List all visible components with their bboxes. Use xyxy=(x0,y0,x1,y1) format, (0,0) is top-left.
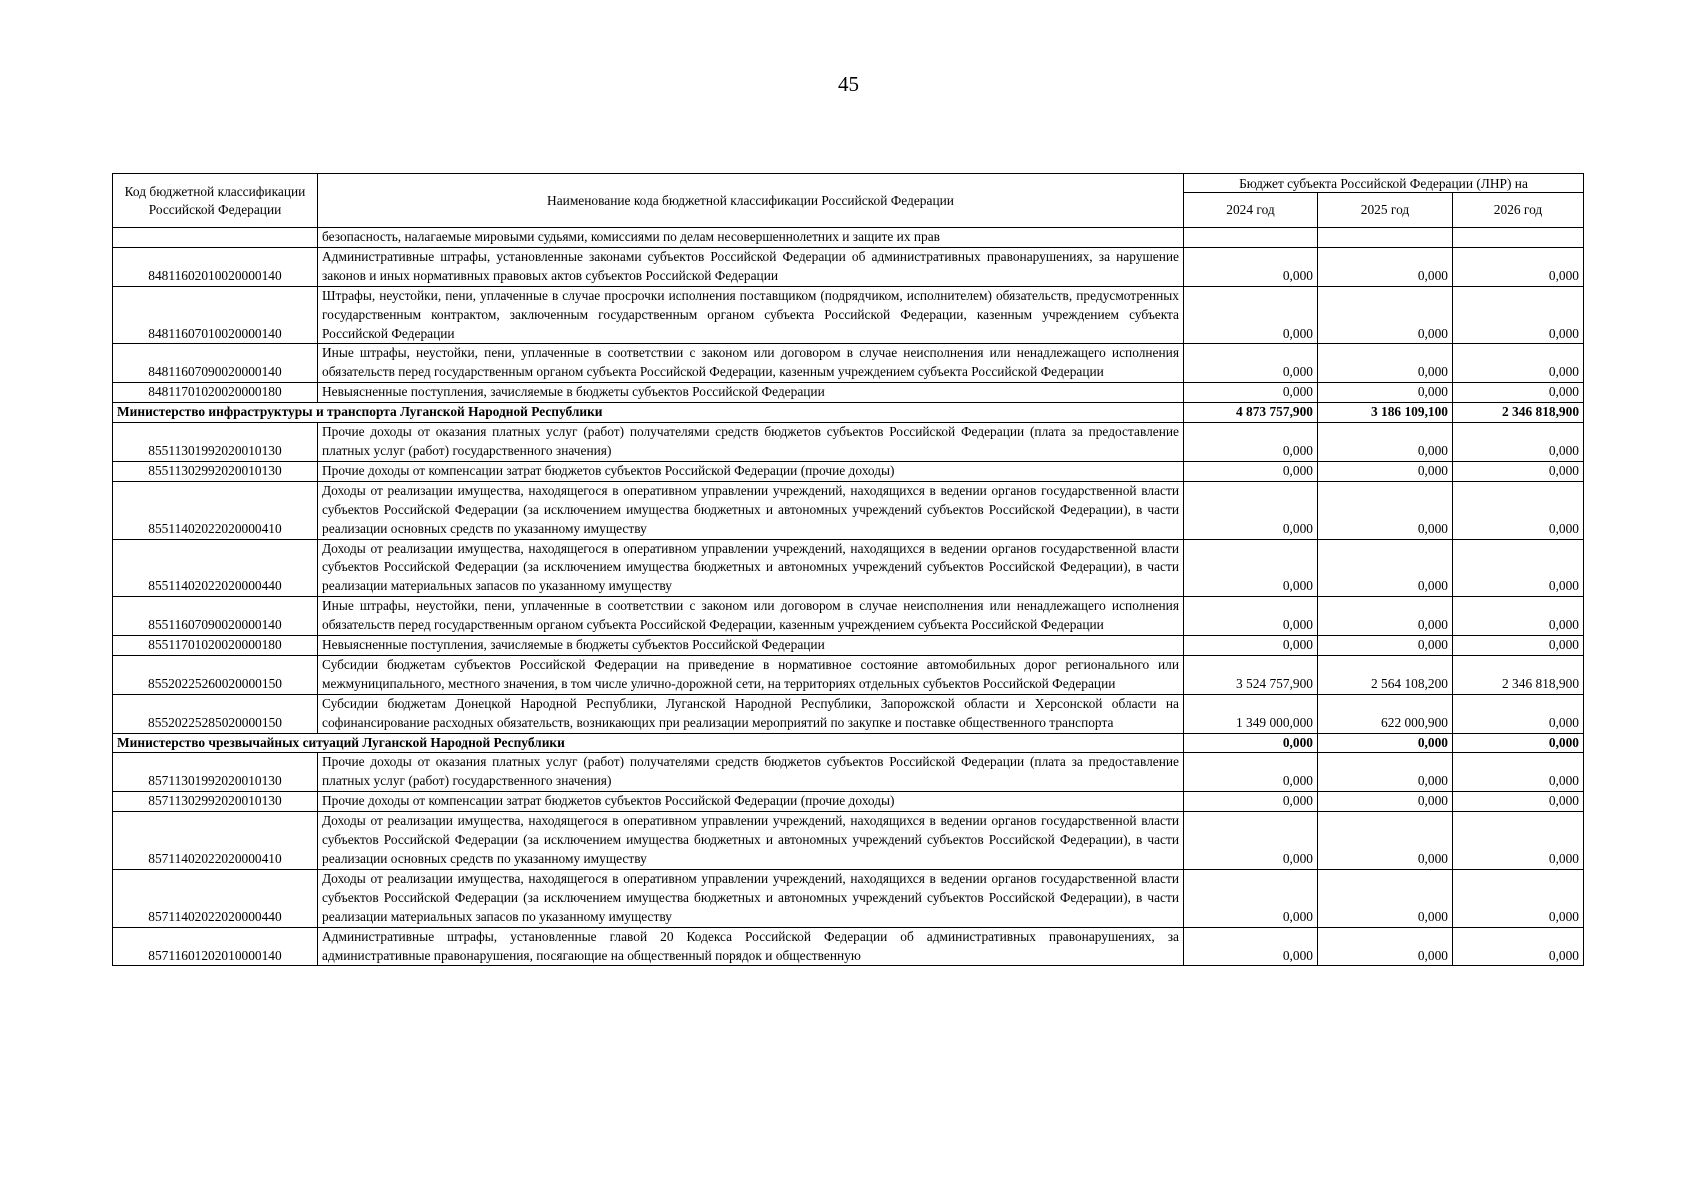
amount-2024-cell: 0,000 xyxy=(1184,423,1318,462)
code-name-cell: Иные штрафы, неустойки, пени, уплаченные в соответствии с законом или договором в случае неисполнения или ненадлежащего исполнения обязательств перед государственным органом субъекта Российской Федерации, казенным учреждением субъекта Российской Федерации xyxy=(318,597,1184,636)
table-body xyxy=(113,228,1584,966)
code-name-cell: Штрафы, неустойки, пени, уплаченные в случае просрочки исполнения поставщиком (подрядчиком, исполнителем) обязательств, предусмотренных государственным контрактом, заключенным государственным органом субъекта Российской Федерации, казенным учреждением субъекта Российской Федерации xyxy=(318,286,1184,344)
amount-2025-cell: 0,000 xyxy=(1318,344,1453,383)
table-header xyxy=(113,174,1584,228)
amount-2025-cell: 0,000 xyxy=(1318,423,1453,462)
amount-2025-cell: 0,000 xyxy=(1318,733,1453,753)
amount-2026-cell: 0,000 xyxy=(1453,247,1584,286)
budget-code-cell: 85711601202010000140 xyxy=(113,927,318,966)
ministry-row xyxy=(113,733,1584,753)
ministry-row xyxy=(113,403,1584,423)
amount-2026-cell: 0,000 xyxy=(1453,792,1584,812)
header-budget-group: Бюджет субъекта Российской Федерации (ЛНР) на xyxy=(1184,174,1584,193)
code-name-cell: Прочие доходы от компенсации затрат бюджетов субъектов Российской Федерации (прочие доходы) xyxy=(318,461,1184,481)
budget-code-cell: 85511302992020010130 xyxy=(113,461,318,481)
budget-revenue-table xyxy=(112,173,1584,966)
amount-2025-cell: 0,000 xyxy=(1318,636,1453,656)
header-year-2026: 2026 год xyxy=(1453,193,1584,228)
amount-2025-cell: 622 000,900 xyxy=(1318,694,1453,733)
header-code-column: Код бюджетной классификации Российской Федерации xyxy=(113,174,318,228)
code-name-cell: Административные штрафы, установленные главой 20 Кодекса Российской Федерации об административных правонарушениях, за административные правонарушения, посягающие на общественный порядок и общественную xyxy=(318,927,1184,966)
amount-2024-cell: 0,000 xyxy=(1184,927,1318,966)
amount-2026-cell: 0,000 xyxy=(1453,344,1584,383)
amount-2026-cell: 2 346 818,900 xyxy=(1453,655,1584,694)
budget-code-cell: 85511607090020000140 xyxy=(113,597,318,636)
table-row xyxy=(113,247,1584,286)
amount-2025-cell: 0,000 xyxy=(1318,383,1453,403)
ministry-name xyxy=(113,403,1184,423)
amount-2024-cell: 0,000 xyxy=(1184,344,1318,383)
table-row xyxy=(113,753,1584,792)
amount-2025-cell: 0,000 xyxy=(1318,927,1453,966)
budget-code-cell: 85520225260020000150 xyxy=(113,655,318,694)
amount-2024-cell: 0,000 xyxy=(1184,247,1318,286)
code-name-cell: Доходы от реализации имущества, находящегося в оперативном управлении учреждений, находящихся в ведении органов государственной власти субъектов Российской Федерации (за исключением имущества бюджетных и автономных учреждений субъектов Российской Федерации), в части реализации материальных запасов по указанному имуществу xyxy=(318,869,1184,927)
table-row xyxy=(113,539,1584,597)
page-number: 45 xyxy=(838,72,859,96)
table-row xyxy=(113,792,1584,812)
code-name-cell: Доходы от реализации имущества, находящегося в оперативном управлении учреждений, находящихся в ведении органов государственной власти субъектов Российской Федерации (за исключением имущества бюджетных и автономных учреждений субъектов Российской Федерации), в части реализации основных средств по указанному имуществу xyxy=(318,481,1184,539)
amount-2024-cell: 3 524 757,900 xyxy=(1184,655,1318,694)
budget-code-cell: 84811602010020000140 xyxy=(113,247,318,286)
code-name-cell: Невыясненные поступления, зачисляемые в бюджеты субъектов Российской Федерации xyxy=(318,636,1184,656)
budget-code-cell: 85711402022020000410 xyxy=(113,812,318,870)
amount-2026-cell: 0,000 xyxy=(1453,423,1584,462)
amount-2025-cell: 0,000 xyxy=(1318,792,1453,812)
table-row xyxy=(113,461,1584,481)
ministry-name-text: Министерство инфраструктуры и транспорта Луганской Народной Республики xyxy=(117,404,603,420)
code-name-cell: Невыясненные поступления, зачисляемые в бюджеты субъектов Российской Федерации xyxy=(318,383,1184,403)
amount-2024-cell: 0,000 xyxy=(1184,286,1318,344)
ministry-name xyxy=(113,733,1184,753)
amount-2025-cell: 0,000 xyxy=(1318,286,1453,344)
amount-2025-cell: 0,000 xyxy=(1318,597,1453,636)
ministry-name-text: Министерство чрезвычайных ситуаций Луганской Народной Республики xyxy=(117,734,565,750)
amount-2024-cell: 0,000 xyxy=(1184,792,1318,812)
table-row xyxy=(113,344,1584,383)
amount-2024-cell: 0,000 xyxy=(1184,481,1318,539)
amount-2024-cell xyxy=(1184,228,1318,248)
amount-2026-cell: 0,000 xyxy=(1453,753,1584,792)
table-row xyxy=(113,927,1584,966)
table-row xyxy=(113,812,1584,870)
table-row xyxy=(113,228,1584,248)
budget-code-cell: 85711402022020000440 xyxy=(113,869,318,927)
amount-2025-cell: 2 564 108,200 xyxy=(1318,655,1453,694)
budget-code-cell: 84811607010020000140 xyxy=(113,286,318,344)
amount-2024-cell: 0,000 xyxy=(1184,869,1318,927)
amount-2025-cell: 0,000 xyxy=(1318,869,1453,927)
table-row xyxy=(113,286,1584,344)
amount-2026-cell: 0,000 xyxy=(1453,636,1584,656)
table-row xyxy=(113,597,1584,636)
table-row xyxy=(113,636,1584,656)
amount-2026-cell: 0,000 xyxy=(1453,869,1584,927)
code-name-cell: Субсидии бюджетам субъектов Российской Федерации на приведение в нормативное состояние автомобильных дорог регионального или межмуниципального, местного значения, в том числе улично-дорожной сети, на территориях отдельных субъектов Российской Федерации xyxy=(318,655,1184,694)
amount-2025-cell xyxy=(1318,228,1453,248)
code-name-cell: Прочие доходы от компенсации затрат бюджетов субъектов Российской Федерации (прочие доходы) xyxy=(318,792,1184,812)
amount-2025-cell: 0,000 xyxy=(1318,812,1453,870)
code-name-cell: безопасность, налагаемые мировыми судьями, комиссиями по делам несовершеннолетних и защите их прав xyxy=(318,228,1184,248)
amount-2026-cell: 0,000 xyxy=(1453,694,1584,733)
code-name-cell: Прочие доходы от оказания платных услуг (работ) получателями средств бюджетов субъектов Российской Федерации (плата за предоставление платных услуг (работ) государственного значения) xyxy=(318,753,1184,792)
amount-2026-cell: 0,000 xyxy=(1453,927,1584,966)
amount-2026-cell: 0,000 xyxy=(1453,481,1584,539)
amount-2026-cell: 0,000 xyxy=(1453,812,1584,870)
code-name-cell: Доходы от реализации имущества, находящегося в оперативном управлении учреждений, находящихся в ведении органов государственной власти субъектов Российской Федерации (за исключением имущества бюджетных и автономных учреждений субъектов Российской Федерации), в части реализации материальных запасов по указанному имуществу xyxy=(318,539,1184,597)
amount-2026-cell: 0,000 xyxy=(1453,461,1584,481)
budget-code-cell: 85711301992020010130 xyxy=(113,753,318,792)
code-name-cell: Доходы от реализации имущества, находящегося в оперативном управлении учреждений, находящихся в ведении органов государственной власти субъектов Российской Федерации (за исключением имущества бюджетных и автономных учреждений субъектов Российской Федерации), в части реализации основных средств по указанному имуществу xyxy=(318,812,1184,870)
budget-code-cell: 85511701020020000180 xyxy=(113,636,318,656)
amount-2025-cell: 3 186 109,100 xyxy=(1318,403,1453,423)
table-row xyxy=(113,655,1584,694)
amount-2026-cell: 0,000 xyxy=(1453,733,1584,753)
amount-2024-cell: 0,000 xyxy=(1184,636,1318,656)
budget-code-cell xyxy=(113,228,318,248)
budget-code-cell: 84811701020020000180 xyxy=(113,383,318,403)
amount-2024-cell: 0,000 xyxy=(1184,733,1318,753)
budget-code-cell: 85511301992020010130 xyxy=(113,423,318,462)
amount-2026-cell: 0,000 xyxy=(1453,383,1584,403)
amount-2024-cell: 0,000 xyxy=(1184,383,1318,403)
amount-2024-cell: 4 873 757,900 xyxy=(1184,403,1318,423)
amount-2025-cell: 0,000 xyxy=(1318,481,1453,539)
amount-2024-cell: 0,000 xyxy=(1184,753,1318,792)
code-name-cell: Прочие доходы от оказания платных услуг (работ) получателями средств бюджетов субъектов Российской Федерации (плата за предоставление платных услуг (работ) государственного значения) xyxy=(318,423,1184,462)
budget-code-cell: 85711302992020010130 xyxy=(113,792,318,812)
amount-2024-cell: 0,000 xyxy=(1184,539,1318,597)
amount-2024-cell: 0,000 xyxy=(1184,812,1318,870)
header-year-2025: 2025 год xyxy=(1318,193,1453,228)
amount-2026-cell: 2 346 818,900 xyxy=(1453,403,1584,423)
table-row xyxy=(113,423,1584,462)
amount-2024-cell: 0,000 xyxy=(1184,597,1318,636)
budget-code-cell: 85511402022020000440 xyxy=(113,539,318,597)
header-year-2024: 2024 год xyxy=(1184,193,1318,228)
code-name-cell: Административные штрафы, установленные законами субъектов Российской Федерации об административных правонарушениях, за нарушение законов и иных нормативных правовых актов субъектов Российской Федерации xyxy=(318,247,1184,286)
table-row xyxy=(113,694,1584,733)
amount-2025-cell: 0,000 xyxy=(1318,539,1453,597)
amount-2026-cell xyxy=(1453,228,1584,248)
amount-2025-cell: 0,000 xyxy=(1318,461,1453,481)
amount-2024-cell: 1 349 000,000 xyxy=(1184,694,1318,733)
table-row xyxy=(113,869,1584,927)
code-name-cell: Иные штрафы, неустойки, пени, уплаченные в соответствии с законом или договором в случае неисполнения или ненадлежащего исполнения обязательств перед государственным органом субъекта Российской Федерации, казенным учреждением субъекта Российской Федерации xyxy=(318,344,1184,383)
amount-2026-cell: 0,000 xyxy=(1453,539,1584,597)
budget-code-cell: 85511402022020000410 xyxy=(113,481,318,539)
budget-code-cell: 84811607090020000140 xyxy=(113,344,318,383)
amount-2026-cell: 0,000 xyxy=(1453,286,1584,344)
amount-2025-cell: 0,000 xyxy=(1318,247,1453,286)
header-name-column: Наименование кода бюджетной классификации Российской Федерации xyxy=(318,174,1184,228)
code-name-cell: Субсидии бюджетам Донецкой Народной Республики, Луганской Народной Республики, Запорожской области и Херсонской области на софинансирование расходных обязательств, возникающих при реализации мероприятий по закупке и поставке общественного транспорта xyxy=(318,694,1184,733)
amount-2024-cell: 0,000 xyxy=(1184,461,1318,481)
amount-2026-cell: 0,000 xyxy=(1453,597,1584,636)
table-row xyxy=(113,481,1584,539)
amount-2025-cell: 0,000 xyxy=(1318,753,1453,792)
budget-code-cell: 85520225285020000150 xyxy=(113,694,318,733)
table-row xyxy=(113,383,1584,403)
